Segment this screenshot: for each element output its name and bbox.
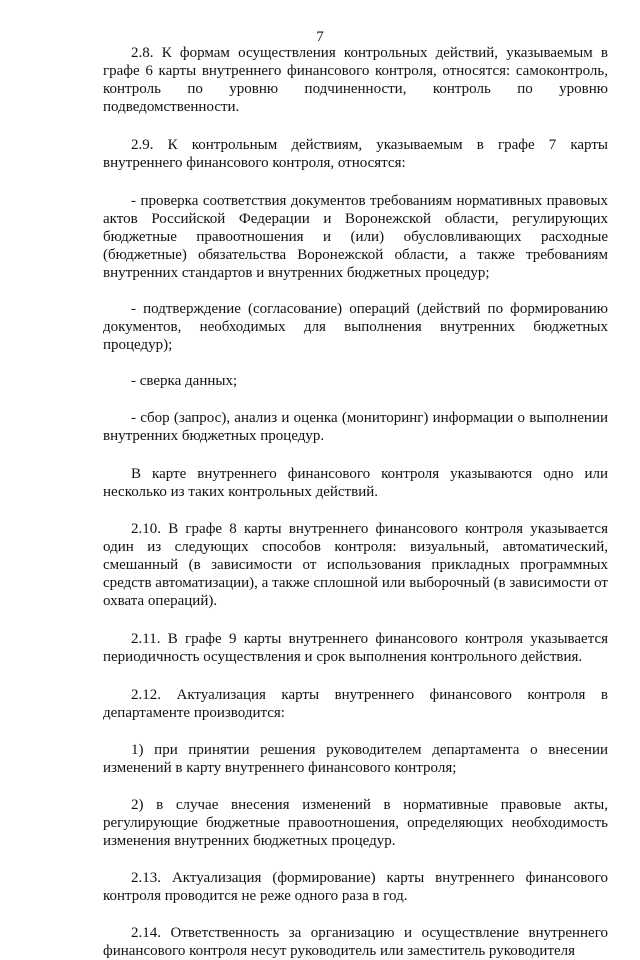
page-number: 7: [316, 29, 324, 45]
list-item-document-check: - проверка соответствия документов требованиям нормативных правовых актов Российской Федерации и Воронежской области, регулирующих бюджетные правоотношения и (или) обусловливающих расходные (бюджетные) обязательства Воронежской области, а также требованиям внутренних стандартов и внутренних бюджетных процедур;: [103, 193, 608, 281]
paragraph-2-14: 2.14. Ответственность за организацию и осуществление внутреннего финансового контроля несут руководитель или заместитель руководителя: [103, 925, 608, 959]
document-body: [103, 44, 608, 960]
paragraph-2-12: 2.12. Актуализация карты внутреннего финансового контроля в департаменте производится:: [103, 687, 608, 721]
paragraph-control-actions-note: В карте внутреннего финансового контроля указываются одно или несколько из таких контрольных действий.: [103, 466, 608, 500]
paragraph-2-8: 2.8. К формам осуществления контрольных действий, указываемым в графе 6 карты внутреннего финансового контроля, относятся: самоконтроль, контроль по уровню подчиненности, контроль по уровню подведомственности.: [103, 45, 608, 115]
list-item-regulation-changes: 2) в случае внесения изменений в нормативные правовые акты, регулирующие бюджетные правоотношения, определяющих необходимость изменения внутренних бюджетных процедур.: [103, 797, 608, 849]
paragraph-2-9: 2.9. К контрольным действиям, указываемым в графе 7 карты внутреннего финансового контроля, относятся:: [103, 137, 608, 171]
list-item-operation-approval: - подтверждение (согласование) операций (действий по формированию документов, необходимых для выполнения внутренних бюджетных процедур);: [103, 301, 608, 353]
list-item-decision: 1) при принятии решения руководителем департамента о внесении изменений в карту внутреннего финансового контроля;: [103, 742, 608, 776]
list-item-data-reconciliation: - сверка данных;: [131, 373, 238, 389]
paragraph-2-11: 2.11. В графе 9 карты внутреннего финансового контроля указывается периодичность осуществления и срок выполнения контрольного действия.: [103, 631, 608, 665]
paragraph-2-13: 2.13. Актуализация (формирование) карты внутреннего финансового контроля проводится не реже одного раза в год.: [103, 870, 608, 904]
list-item-monitoring: - сбор (запрос), анализ и оценка (мониторинг) информации о выполнении внутренних бюджетных процедур.: [103, 410, 608, 444]
paragraph-2-10: 2.10. В графе 8 карты внутреннего финансового контроля указывается один из следующих способов контроля: визуальный, автоматический, смешанный (в зависимости от использования прикладных программных средств автоматизации), а также сплошной или выборочный (в зависимости от охвата операций).: [103, 521, 608, 609]
